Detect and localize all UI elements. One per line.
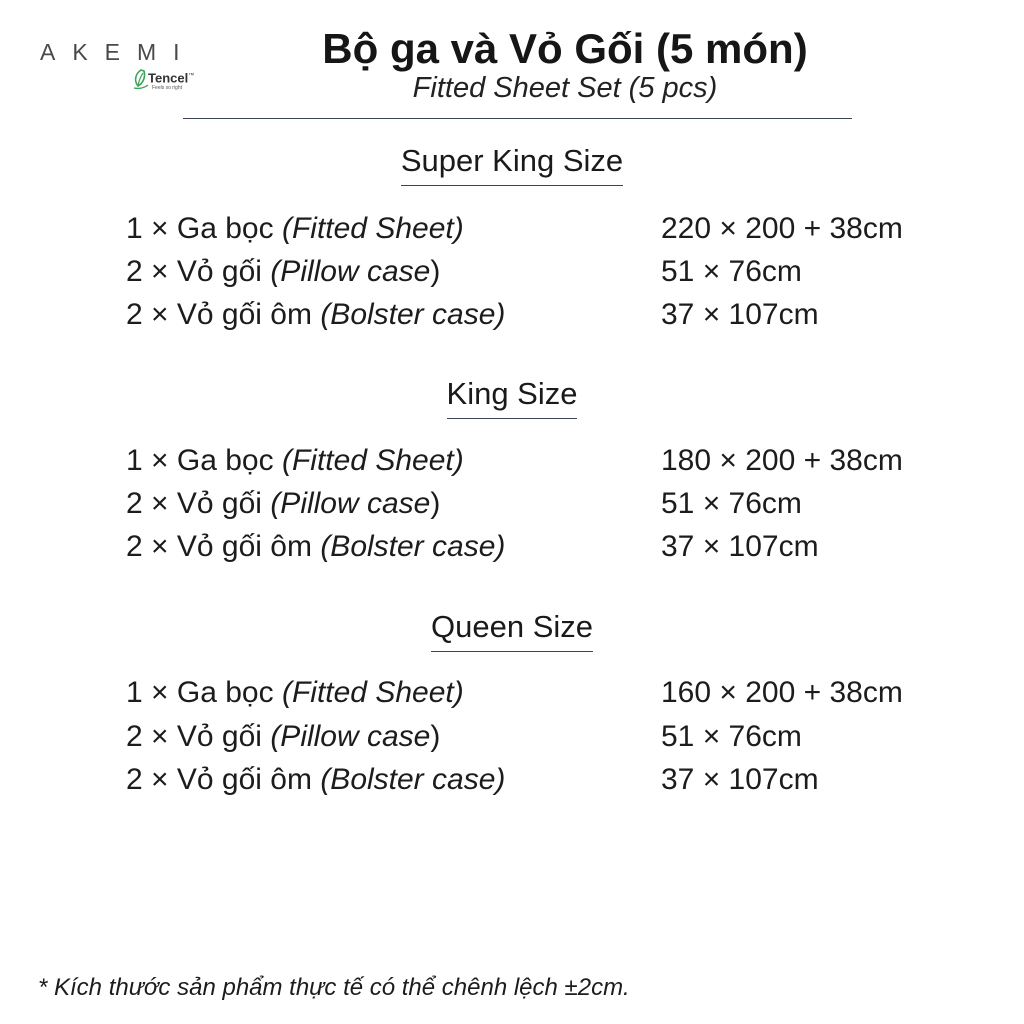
item-row — [126, 527, 946, 567]
tencel-badge — [132, 68, 212, 98]
item-row — [126, 441, 946, 481]
item-size: 160 × 200 + 38cm — [661, 676, 903, 709]
item-name-vi: Vỏ gối — [176, 487, 262, 520]
item-qty: 2 × — [126, 255, 169, 288]
item-row — [126, 252, 946, 292]
item-size: 51 × 76cm — [661, 720, 802, 753]
item-size: 37 × 107cm — [661, 763, 819, 796]
item-name-vi: Ga bọc — [176, 444, 274, 477]
item-name-vi: Vỏ gối ôm — [176, 763, 312, 796]
item-name-en: (Pillow case — [270, 487, 431, 520]
item-name-vi: Vỏ gối ôm — [176, 298, 312, 331]
brand-name: AKEMI — [40, 39, 197, 65]
item-name-vi: Vỏ gối — [176, 255, 262, 288]
item-row — [126, 717, 946, 757]
item-qty: 1 × — [126, 676, 169, 709]
item-size: 220 × 200 + 38cm — [661, 212, 903, 245]
item-size: 180 × 200 + 38cm — [661, 444, 903, 477]
section-heading-queen: Queen Size — [312, 608, 712, 652]
item-size: 37 × 107cm — [661, 298, 819, 331]
item-row — [126, 484, 946, 524]
item-name-en: (Pillow case — [270, 255, 431, 288]
item-size: 51 × 76cm — [661, 487, 802, 520]
item-qty: 2 × — [126, 763, 169, 796]
item-name-vi: Vỏ gối — [176, 720, 262, 753]
page-title: Bộ ga và Vỏ Gối (5 món) — [322, 25, 808, 72]
size-tolerance-note: * Kích thước sản phẩm thực tế có thể chênh lệch ±2cm. — [38, 974, 630, 1001]
item-name-en-close: ) — [430, 487, 441, 520]
tencel-tagline: Feels so right — [152, 85, 183, 91]
item-qty: 2 × — [126, 298, 169, 331]
page-subtitle: Fitted Sheet Set (5 pcs) — [412, 72, 718, 104]
item-qty: 1 × — [126, 212, 169, 245]
item-name-vi: Ga bọc — [176, 212, 274, 245]
item-name-en: (Fitted Sheet) — [281, 444, 464, 477]
header-divider — [183, 118, 852, 119]
item-name-en-close: ) — [430, 255, 441, 288]
item-name-en: (Bolster case) — [320, 298, 506, 331]
trademark-symbol: ™ — [188, 73, 195, 79]
item-size: 37 × 107cm — [661, 530, 819, 563]
section-heading-super-king: Super King Size — [312, 142, 712, 186]
item-name-en: (Fitted Sheet) — [281, 212, 464, 245]
item-size: 51 × 76cm — [661, 255, 802, 288]
item-row — [126, 760, 946, 800]
item-row — [126, 673, 946, 713]
item-qty: 2 × — [126, 530, 169, 563]
item-qty: 1 × — [126, 444, 169, 477]
item-qty: 2 × — [126, 487, 169, 520]
item-name-en: (Bolster case) — [320, 763, 506, 796]
item-name-en: (Pillow case — [270, 720, 431, 753]
tencel-wordmark: Tencel — [148, 70, 189, 86]
item-row — [126, 209, 946, 249]
item-name-en: (Bolster case) — [320, 530, 506, 563]
item-name-vi: Ga bọc — [176, 676, 274, 709]
item-qty: 2 × — [126, 720, 169, 753]
item-row — [126, 295, 946, 335]
brand-logo — [40, 38, 210, 102]
item-name-en-close: ) — [430, 720, 441, 753]
item-name-vi: Vỏ gối ôm — [176, 530, 312, 563]
section-heading-king: King Size — [312, 375, 712, 419]
item-name-en: (Fitted Sheet) — [281, 676, 464, 709]
